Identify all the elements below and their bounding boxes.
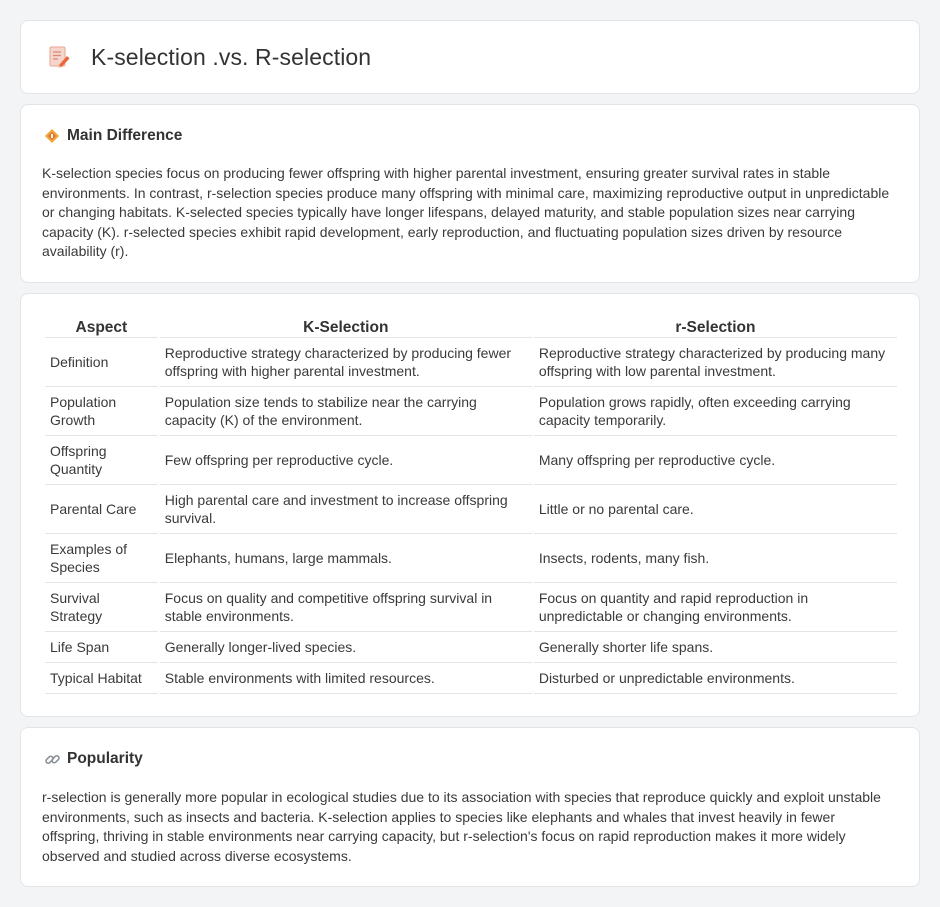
comparison-table-section bbox=[20, 293, 920, 717]
table-cell-k-selection: Focus on quality and competitive offspring survival in stable environments. bbox=[160, 583, 532, 632]
popularity-header bbox=[43, 750, 143, 768]
table-row bbox=[45, 632, 897, 663]
column-header-r-selection: r-Selection bbox=[534, 316, 897, 338]
table-cell-aspect: Offspring Quantity bbox=[45, 436, 158, 485]
table-cell-k-selection: Elephants, humans, large mammals. bbox=[160, 534, 532, 583]
table-cell-r-selection: Many offspring per reproductive cycle. bbox=[534, 436, 897, 485]
popularity-heading: Popularity bbox=[67, 750, 143, 767]
table-cell-r-selection: Insects, rodents, many fish. bbox=[534, 534, 897, 583]
table-cell-r-selection: Population grows rapidly, often exceeding carrying capacity temporarily. bbox=[534, 387, 897, 436]
main-difference-text: K-selection species focus on producing fewer offspring with higher parental investment, ensuring greater survival rates in stable environments. In contrast, r-selection species produce many offspring with minimal care, maximizing reproductive output in unpredictable or changing habitats. K-selected species typically have longer lifespans, delayed maturity, and stable population sizes near carrying capacity (K). r-selected species exhibit rapid development, early reproduction, and fluctuating population sizes driven by resource availability (r). bbox=[42, 165, 890, 260]
table-row bbox=[45, 387, 897, 436]
table-cell-k-selection: Few offspring per reproductive cycle. bbox=[160, 436, 532, 485]
table-cell-aspect: Parental Care bbox=[45, 485, 158, 534]
table-cell-r-selection: Reproductive strategy characterized by producing many offspring with low parental investment. bbox=[534, 338, 897, 387]
column-header-aspect: Aspect bbox=[45, 316, 158, 338]
table-row bbox=[45, 534, 897, 583]
table-cell-k-selection: Reproductive strategy characterized by producing fewer offspring with higher parental investment. bbox=[160, 338, 532, 387]
comparison-table bbox=[43, 316, 899, 694]
table-cell-k-selection: Generally longer-lived species. bbox=[160, 632, 532, 663]
table-cell-r-selection: Focus on quantity and rapid reproduction in unpredictable or changing environments. bbox=[534, 583, 897, 632]
table-cell-r-selection: Little or no parental care. bbox=[534, 485, 897, 534]
header-card bbox=[20, 20, 920, 94]
diamond-icon bbox=[43, 127, 61, 145]
table-cell-aspect: Typical Habitat bbox=[45, 663, 158, 694]
table-cell-r-selection: Generally shorter life spans. bbox=[534, 632, 897, 663]
page-title: K-selection .vs. R-selection bbox=[91, 43, 372, 70]
table-cell-k-selection: Population size tends to stabilize near the carrying capacity (K) of the environment. bbox=[160, 387, 532, 436]
popularity-text: r-selection is generally more popular in ecological studies due to its association with species that reproduce quickly and exploit unstable environments, such as insects and bacteria. K-selection applies to species like elephants and whales that invest heavily in fewer offspring, thriving in stable environments near carrying capacity, but r-selection's focus on rapid reproduction makes it more widely observed and studied across diverse ecosystems. bbox=[42, 789, 881, 864]
table-row bbox=[45, 485, 897, 534]
table-cell-k-selection: High parental care and investment to increase offspring survival. bbox=[160, 485, 532, 534]
main-difference-heading: Main Difference bbox=[67, 127, 183, 144]
table-cell-k-selection: Stable environments with limited resources. bbox=[160, 663, 532, 694]
table-row bbox=[45, 338, 897, 387]
table-header-row bbox=[45, 316, 897, 338]
table-cell-aspect: Survival Strategy bbox=[45, 583, 158, 632]
table-row bbox=[45, 663, 897, 694]
edit-document-icon bbox=[47, 45, 71, 69]
link-icon bbox=[43, 750, 61, 768]
popularity-section bbox=[20, 727, 920, 887]
table-cell-aspect: Population Growth bbox=[45, 387, 158, 436]
table-row bbox=[45, 583, 897, 632]
column-header-k-selection: K-Selection bbox=[160, 316, 532, 338]
table-cell-aspect: Life Span bbox=[45, 632, 158, 663]
table-cell-r-selection: Disturbed or unpredictable environments. bbox=[534, 663, 897, 694]
main-difference-section bbox=[20, 104, 920, 283]
table-cell-aspect: Examples of Species bbox=[45, 534, 158, 583]
main-difference-header bbox=[43, 127, 182, 145]
table-cell-aspect: Definition bbox=[45, 338, 158, 387]
table-row bbox=[45, 436, 897, 485]
